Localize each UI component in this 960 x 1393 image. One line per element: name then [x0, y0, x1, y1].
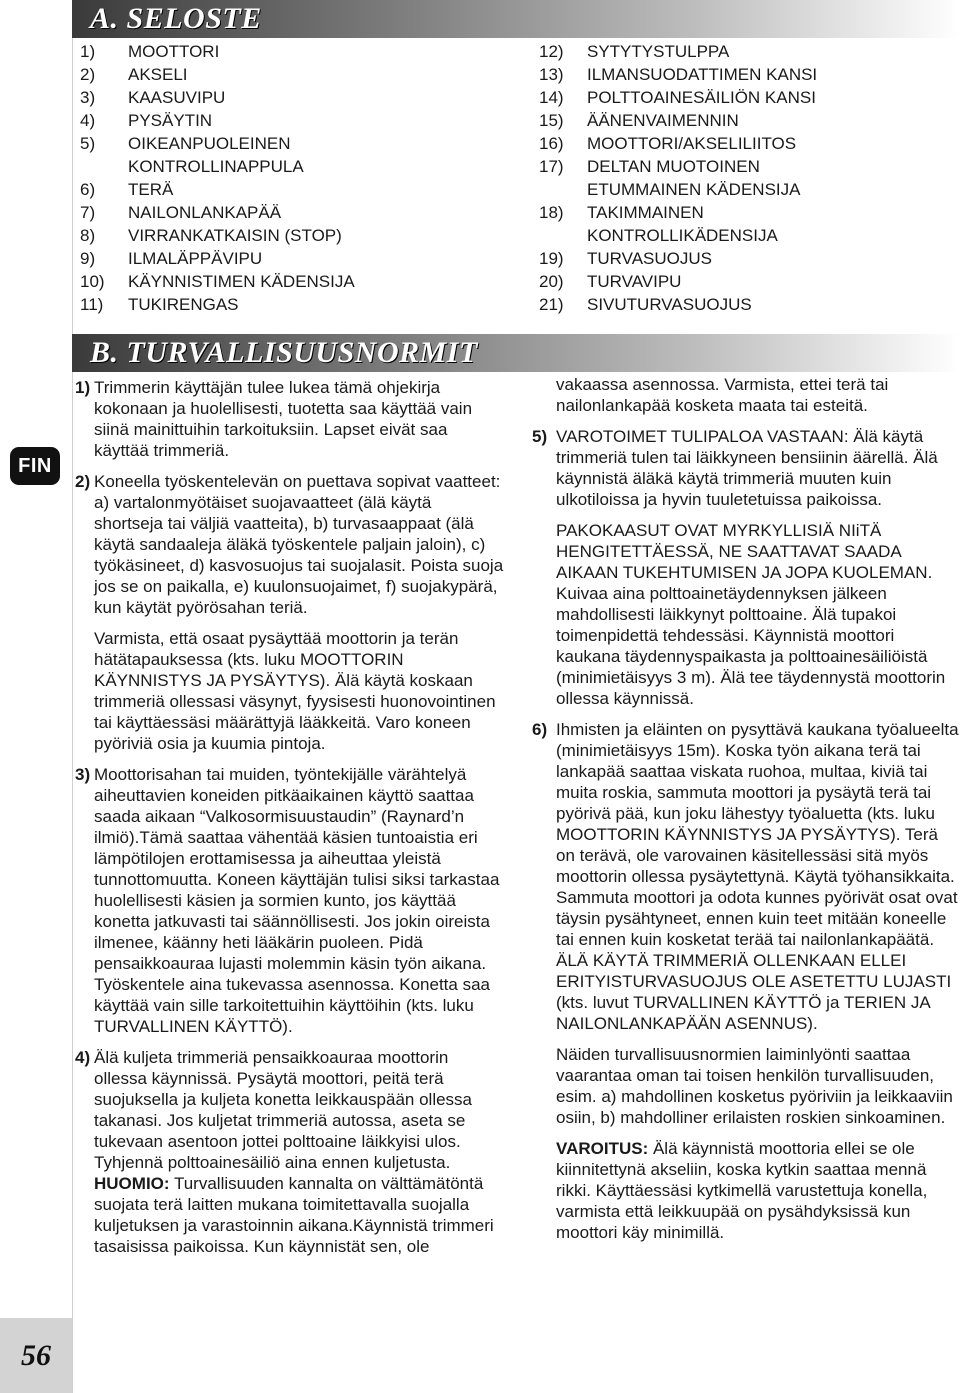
part-number: 8) [80, 226, 96, 245]
parts-list-left [80, 40, 418, 316]
part-label: SIVUTURVASUOJUS [587, 295, 752, 314]
item-number: 2) [75, 472, 91, 491]
part-label: DELTAN MUOTOINEN ETUMMAINEN KÄDENSIJA [587, 157, 801, 199]
part-list-item [80, 247, 418, 270]
part-label: TURVAVIPU [587, 272, 682, 291]
part-number: 4) [80, 111, 96, 130]
part-list-item [539, 201, 877, 247]
section-b-title: B. TURVALLISUUSNORMIT [90, 336, 478, 369]
part-number: 20) [539, 272, 564, 291]
safety-column-right [530, 374, 960, 1253]
warning-label: VAROITUS: [556, 1139, 649, 1158]
part-list-item [80, 109, 418, 132]
part-number: 14) [539, 88, 564, 107]
part-label: SYTYTYSTULPPA [587, 42, 730, 61]
part-list-item [80, 132, 418, 178]
item-text: Moottorisahan tai muiden, työntekijälle värähtelyä aiheuttavien koneiden pitkäaikainen käyttö saattaa saada aikaan “Valkosormisuustaudin” (Raynard’n ilmiö).Tämä saattaa vähentää käsien tuntoaistia eri lämpötilojen erottamisessa ja aiheuttaa yleistä tunnottomuutta. Koneen käyttäjän tulisi siksi tarkastaa huolellisesti käsien ja sormien kunto, jos käyttää konetta jatkuvasti tai säännöllisesti. Jos jokin oireista ilmenee, käänny heti lääkärin puoleen. Pidä pensaikkoauraa lujasti molemmin käsin työn aikana. Työskentele aina tukevassa asennossa. Konetta saa käyttää vain sille tarkoitettuihin käyttöihin (kts. luku TURVALLINEN KÄYTTÖ). [94, 765, 500, 1036]
safety-column-left [72, 377, 504, 1267]
part-label: NAILONLANKAPÄÄ [128, 203, 282, 222]
item-text: Koneella työskentelevän on puettava sopivat vaatteet: a) vartalonmyötäiset suojavaatteet (älä käytä shortseja tai väljiä vaatteita), b) turvasaappaat (älä käytä sandaaleja äläkä työskentele paljain jaloin), c) työkäsineet, d) kasvosuojus tai suojalasit. Poista suoja jos se on paikalla, e) kuulonsuojaimet, f) suojakypärä, kun käytät pyörösahan teriä. [94, 472, 504, 617]
part-label: MOOTTORI/AKSELILIITOS [587, 134, 797, 153]
part-list-item [80, 293, 418, 316]
part-list-item [80, 270, 418, 293]
safety-item-5-continued: PAKOKAASUT OVAT MYRKYLLISIÄ NIiTÄ HENGITETTÄESSÄ, NE SAATTAVAT SAADA AIKAAN TUKEHTUMISEN JA JOPA KUOLEMAN. Kuivaa aina polttoainetäydennyksen jälkeen mahdollisesti läikkynyt polttoaine. Älä tupakoi toimenpidettä tehdessäsi. Käynnistä moottori kaukana täydennyspaikasta ja polttoainesäiliöistä (minimietäisyys 3 m). Älä tee täydennystä moottorin ollessa käynnissä. [556, 521, 946, 708]
part-label: TERÄ [128, 180, 174, 199]
section-b-header [72, 334, 960, 372]
part-number: 15) [539, 111, 564, 130]
part-list-item [80, 40, 418, 63]
section-a-header [72, 0, 960, 38]
part-number: 16) [539, 134, 564, 153]
part-number: 11) [80, 295, 104, 314]
part-list-item [539, 109, 877, 132]
part-number: 3) [80, 88, 96, 107]
part-number: 6) [80, 180, 96, 199]
warning-text: Älä käynnistä moottoria ellei se ole kiinnitettynä akseliin, koska kytkin saattaa mennä rikki. Käyttäessäsi kytkimellä varustettuja konella, varmista että leikkuupää on pysähdyksissä kun moottori käy minimillä. [556, 1139, 928, 1242]
part-list-item [80, 224, 418, 247]
part-label: TURVASUOJUS [587, 249, 713, 268]
item-text: VAROTOIMET TULIPALOA VASTAAN: Älä käytä trimmeriä tulen tai läikkyneen bensiinin äärellä. Älä käynnistä äläkä käytä trimmeriä muuten kuin ulkotiloissa ja hyvin tuuletetuissa paikoissa. [556, 427, 938, 509]
item-text: Älä kuljeta trimmeriä pensaikkoauraa moottorin ollessa käynnissä. Pysäytä moottori, peitä terä suojuksella ja kuljeta konetta leikkauspään ollessa takanasi. Jos kuljetat trimmeriä autossa, aseta se tukevaan asentoon jottei polttoaine läikkyisi ulos. Tyhjennä polttoainesäiliö aina ennen kuljetusta. [94, 1048, 473, 1172]
part-list-item [539, 132, 877, 155]
part-list-item [80, 178, 418, 201]
part-number: 2) [80, 65, 96, 84]
part-number: 17) [539, 157, 564, 176]
part-label: POLTTOAINESÄILIÖN KANSI [587, 88, 816, 107]
part-number: 18) [539, 203, 564, 222]
part-list-item [539, 63, 877, 86]
note-label: HUOMIO: [94, 1174, 170, 1193]
part-number: 7) [80, 203, 96, 222]
side-strip [0, 0, 73, 1393]
part-list-item [539, 155, 877, 201]
safety-item-6-continued: Näiden turvallisuusnormien laiminlyönti saattaa vaarantaa oman tai toisen henkilön turvallisuuden, esim. a) mahdollinen kosketus pyöriviin ja leikkaaviin osiin, b) mahdolliner erilaisten roskien sinkoaminen. [556, 1045, 953, 1127]
safety-item-2 [72, 471, 504, 618]
part-list-item [80, 63, 418, 86]
parts-list-right [539, 40, 877, 316]
part-list-item [539, 86, 877, 109]
part-label: KÄYNNISTIMEN KÄDENSIJA [128, 272, 355, 291]
part-number: 13) [539, 65, 564, 84]
item-text: Ihmisten ja eläinten on pysyttävä kaukana työalueelta (minimietäisyys 15m). Koska työn aikana terä tai lankapää saattaa viskata ruohoa, multaa, kiviä tai muita roskia, sammuta moottori ja pysäytä terä tai pyörivä pää, kun joku lähestyy työaluetta (kts. luku MOOTTORIN KÄYNNISTYS JA PYSÄYTYS). Terä on terävä, ole varovainen käsitellessäsi sitä myös moottorin ollessa pysäytettynä. Käytä työhansikkaita. Sammuta moottori ja odota kunnes pyörivät osat ovat täysin pysähtyneet, ennen kuin teet mitään koneelle tai ennen kuin kosketat terää tai nailonlankapäätä. ÄLÄ KÄYTÄ TRIMMERIÄ OLLENKAAN ELLEI ERITYISTURVASUOJUS OLE ASETETTU LUJASTI (kts. luvut TURVALLINEN KÄYTTÖ ja TERIEN JA NAILONLANKAPÄÄN ASENNUS). [556, 720, 959, 1033]
part-number: 10) [80, 272, 105, 291]
item-number: 5) [532, 427, 548, 446]
part-list-item [539, 293, 877, 316]
part-label: TUKIRENGAS [128, 295, 239, 314]
part-number: 1) [80, 42, 96, 61]
part-list-item [80, 86, 418, 109]
part-number: 12) [539, 42, 564, 61]
part-label: VIRRANKATKAISIN (STOP) [128, 226, 342, 245]
safety-item-2-continued: Varmista, että osaat pysäyttää moottorin ja terän hätätapauksessa (kts. luku MOOTTORIN KÄYNNISTYS JA PYSÄYTYS). Älä käytä koskaan trimmeriä ollessasi väsynyt, fyysisesti huonovointinen tai käyttäessäsi määrättyjä lääkkeitä. Varo koneen pyöriviä osia ja kuumia pintoja. [94, 629, 496, 753]
item-number: 4) [75, 1048, 91, 1067]
part-list-item [80, 201, 418, 224]
part-label: OIKEANPUOLEINEN KONTROLLINAPPULA [128, 134, 304, 176]
part-list-item [539, 247, 877, 270]
part-label: PYSÄYTIN [128, 111, 213, 130]
safety-item-3 [72, 764, 504, 1037]
safety-item-6 [530, 719, 960, 1034]
part-list-item [539, 270, 877, 293]
note-text: Turvallisuuden kannalta on välttämätöntä suojata terä laitten mukana toimitettavalla suojalla kuljetuksen ja varastoinnin aikana.Käynnistä trimmeri tasaisissa paikoissa. Kun käynnistät sen, ole [94, 1174, 494, 1256]
language-badge: FIN [10, 447, 60, 485]
page-number: 56 [0, 1318, 72, 1393]
part-label: TAKIMMAINEN KONTROLLIKÄDENSIJA [587, 203, 778, 245]
part-label: ILMANSUODATTIMEN KANSI [587, 65, 818, 84]
part-number: 21) [539, 295, 564, 314]
part-number: 9) [80, 249, 96, 268]
part-label: MOOTTORI [128, 42, 220, 61]
safety-item-5 [530, 426, 960, 510]
part-list-item [539, 40, 877, 63]
part-label: ILMALÄPPÄVIPU [128, 249, 263, 268]
safety-item-4-continued: vakaassa asennossa. Varmista, ettei terä tai nailonlankapää kosketa maata tai esteitä. [556, 375, 889, 415]
item-number: 3) [75, 765, 91, 784]
part-label: KAASUVIPU [128, 88, 226, 107]
part-label: AKSELI [128, 65, 188, 84]
part-number: 5) [80, 134, 96, 153]
part-number: 19) [539, 249, 564, 268]
safety-item-1 [72, 377, 504, 461]
section-a-title: A. SELOSTE [90, 2, 262, 35]
warning-paragraph [530, 1138, 960, 1243]
item-number: 6) [532, 720, 548, 739]
safety-item-4 [72, 1047, 504, 1257]
item-text: Trimmerin käyttäjän tulee lukea tämä ohjekirja kokonaan ja huolellisesti, tuotetta saa käyttää vain siinä mainittuihin tarkoituksiin. Lapset eivät saa käyttää trimmeriä. [94, 378, 473, 460]
part-label: ÄÄNENVAIMENNIN [587, 111, 739, 130]
item-number: 1) [75, 378, 91, 397]
